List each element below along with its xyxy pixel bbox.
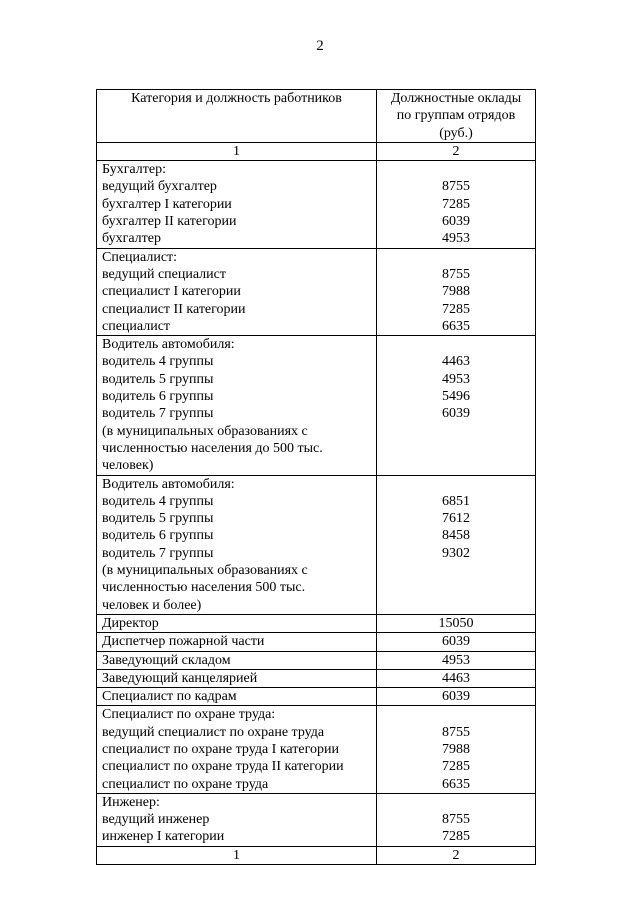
- salary-value: 7285: [442, 829, 470, 845]
- position-label: бухгалтер I категории: [102, 196, 232, 212]
- position-label: водитель 5 группы: [102, 371, 214, 387]
- table-row: [97, 706, 536, 793]
- column-number-row: [97, 142, 536, 160]
- position-label: водитель 4 группы: [102, 354, 214, 370]
- salary-cell: [377, 706, 536, 793]
- position-cell: [97, 614, 377, 632]
- salary-value: 6039: [442, 214, 470, 230]
- position-cell: [97, 161, 377, 248]
- position-label: Заведующий канцелярией: [102, 670, 258, 686]
- position-cell: [97, 336, 377, 475]
- position-label: бухгалтер II категории: [102, 214, 237, 230]
- salary-cell: [377, 475, 536, 614]
- position-cell: [97, 793, 377, 846]
- table-row: [97, 475, 536, 614]
- salary-value: [382, 161, 530, 178]
- position-label: (в муниципальных образованиях с: [102, 563, 308, 579]
- salary-cell: [377, 651, 536, 669]
- header-category: Категория и должность работников: [97, 90, 377, 143]
- position-label: специалист по охране труда II категории: [102, 759, 344, 775]
- position-label: водитель 5 группы: [102, 511, 214, 527]
- salary-cell: [377, 793, 536, 846]
- salary-value: 15050: [438, 615, 474, 631]
- salary-cell: [377, 669, 536, 687]
- position-label: ведущий специалист по охране труда: [102, 724, 325, 740]
- salary-value: 8755: [442, 812, 470, 828]
- table-row: [97, 633, 536, 651]
- table-row: [97, 688, 536, 706]
- salary-value: [382, 440, 530, 457]
- salary-value: 4953: [442, 231, 470, 247]
- salary-value: [382, 706, 530, 723]
- salary-value: [382, 562, 530, 579]
- salary-value: 7285: [442, 301, 470, 317]
- salary-value: 4463: [442, 354, 470, 370]
- position-cell: [97, 651, 377, 669]
- salary-value: 8755: [442, 266, 470, 282]
- position-label: специалист по охране труда: [102, 776, 269, 792]
- position-label: специалист I категории: [102, 284, 241, 300]
- salary-value: 8755: [442, 179, 470, 195]
- table-row: [97, 669, 536, 687]
- position-label: ведущий специалист: [102, 266, 226, 282]
- position-label: Бухгалтер:: [102, 162, 166, 178]
- position-label: водитель 4 группы: [102, 493, 214, 509]
- position-cell: [97, 688, 377, 706]
- position-cell: [97, 248, 377, 335]
- salary-value: 6635: [442, 776, 470, 792]
- position-label: Заведующий складом: [102, 652, 231, 668]
- position-cell: [97, 475, 377, 614]
- salary-value: 7285: [442, 759, 470, 775]
- salary-value: 8755: [442, 724, 470, 740]
- position-label: водитель 6 группы: [102, 389, 214, 405]
- table-row: [97, 793, 536, 846]
- position-label: человек и более): [102, 597, 202, 613]
- salary-value: 6851: [442, 493, 470, 509]
- table-row: [97, 651, 536, 669]
- salary-value: 4953: [442, 371, 470, 387]
- salary-value: 9302: [442, 545, 470, 561]
- salary-value: [382, 579, 530, 596]
- position-cell: [97, 706, 377, 793]
- column-number-1: 1: [97, 142, 377, 160]
- salary-value: 6039: [442, 634, 470, 650]
- salary-value: 4953: [442, 652, 470, 668]
- salary-cell: [377, 161, 536, 248]
- salary-value: 7612: [442, 511, 470, 527]
- table-row: [97, 161, 536, 248]
- header-salary: Должностные оклады по группам отрядов (руб.): [377, 90, 536, 143]
- salary-value: 7285: [442, 196, 470, 212]
- salary-cell: [377, 633, 536, 651]
- position-label: Директор: [102, 615, 159, 631]
- position-label: численностью населения до 500 тыс.: [102, 440, 323, 456]
- position-label: специалист II категории: [102, 301, 246, 317]
- salary-value: [382, 794, 530, 811]
- salary-cell: [377, 688, 536, 706]
- position-label: Специалист по кадрам: [102, 689, 237, 705]
- position-label: водитель 7 группы: [102, 406, 214, 422]
- table-row: [97, 336, 536, 475]
- position-label: (в муниципальных образованиях с: [102, 423, 308, 439]
- salary-cell: [377, 336, 536, 475]
- position-label: численностью населения 500 тыс.: [102, 580, 306, 596]
- position-label: Специалист:: [102, 249, 178, 265]
- position-label: Специалист по охране труда:: [102, 707, 276, 723]
- salary-value: 7988: [442, 284, 470, 300]
- salary-value: 8458: [442, 528, 470, 544]
- column-number-2: 2: [377, 142, 536, 160]
- footer-number-row: [97, 846, 536, 864]
- position-label: ведущий инженер: [102, 812, 210, 828]
- position-label: Инженер:: [102, 794, 160, 810]
- position-label: водитель 6 группы: [102, 528, 214, 544]
- salary-value: [382, 336, 530, 353]
- position-label: Водитель автомобиля:: [102, 337, 235, 353]
- footer-number-1: 1: [97, 846, 377, 864]
- table-row: [97, 248, 536, 335]
- position-label: водитель 7 группы: [102, 545, 214, 561]
- page-number: 2: [316, 38, 324, 54]
- salary-cell: [377, 248, 536, 335]
- salary-value: 5496: [442, 389, 470, 405]
- salary-value: [382, 597, 530, 614]
- position-label: человек): [102, 458, 154, 474]
- salary-value: [382, 476, 530, 493]
- salary-value: [382, 423, 530, 440]
- position-label: специалист: [102, 318, 171, 334]
- salary-value: 4463: [442, 670, 470, 686]
- position-cell: [97, 669, 377, 687]
- position-label: бухгалтер: [102, 231, 161, 247]
- position-label: ведущий бухгалтер: [102, 179, 217, 195]
- salary-value: 6039: [442, 689, 470, 705]
- salary-value: 7988: [442, 741, 470, 757]
- position-label: инженер I категории: [102, 829, 225, 845]
- position-label: Водитель автомобиля:: [102, 476, 235, 492]
- salary-value: [382, 249, 530, 266]
- position-cell: [97, 633, 377, 651]
- salary-value: 6039: [442, 406, 470, 422]
- salary-value: [382, 457, 530, 474]
- salary-cell: [377, 614, 536, 632]
- table-body: [97, 161, 536, 847]
- footer-number-2: 2: [377, 846, 536, 864]
- position-label: Диспетчер пожарной части: [102, 634, 265, 650]
- salary-value: 6635: [442, 318, 470, 334]
- table-row: [97, 614, 536, 632]
- header-row: [97, 90, 536, 143]
- position-label: специалист по охране труда I категории: [102, 741, 339, 757]
- salary-table: [96, 89, 536, 865]
